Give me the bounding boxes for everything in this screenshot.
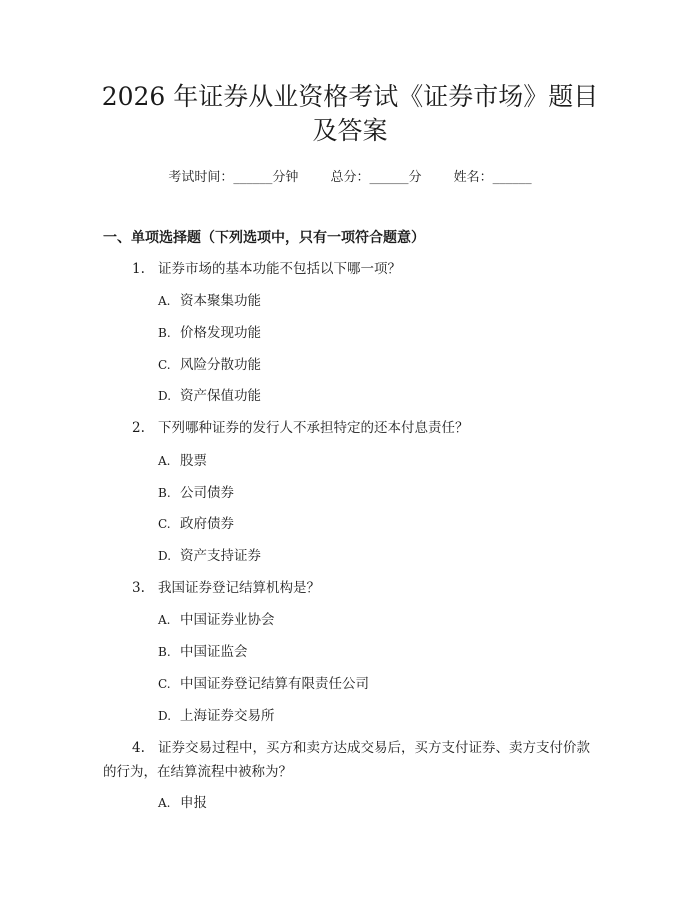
option-1a [158, 291, 261, 311]
option-3d [158, 706, 275, 726]
option-3b [158, 642, 248, 662]
option-text: 中国证券业协会 [180, 612, 275, 628]
option-2c [158, 514, 234, 534]
question-number: 2. [132, 420, 145, 436]
name-field [454, 170, 532, 185]
option-text: 价格发现功能 [180, 325, 261, 341]
exam-time-label: 考试时间： [168, 170, 234, 185]
question-text: 下列哪种证券的发行人不承担特定的还本付息责任？ [158, 420, 469, 436]
option-2d [158, 546, 261, 566]
option-2b [158, 483, 234, 503]
option-text: 中国证券登记结算有限责任公司 [180, 676, 369, 692]
question-text: 证券市场的基本功能不包括以下哪一项？ [158, 261, 401, 277]
exam-time-field [168, 170, 298, 185]
option-text: 中国证监会 [180, 644, 248, 660]
option-2a [158, 451, 207, 471]
question-number: 1. [132, 261, 145, 277]
option-letter: A. [158, 613, 171, 627]
option-text: 资产保值功能 [180, 388, 261, 404]
option-text: 申报 [180, 795, 207, 811]
question-1 [132, 259, 401, 279]
option-4a [158, 793, 207, 813]
option-1d [158, 386, 261, 406]
option-text: 股票 [180, 453, 207, 469]
option-text: 资本聚集功能 [180, 293, 261, 309]
document-title [60, 80, 640, 148]
total-score-unit: 分 [408, 170, 422, 185]
option-letter: A. [158, 454, 171, 468]
option-letter: D. [158, 709, 172, 723]
exam-time-unit: 分钟 [272, 170, 299, 185]
title-line-2: 及答案 [312, 116, 388, 145]
option-letter: B. [158, 486, 171, 500]
option-text: 上海证券交易所 [180, 708, 275, 724]
question-text-line-2: 的行为，在结算流程中被称为？ [103, 764, 292, 780]
name-label: 姓名： [453, 170, 493, 185]
question-text-line-1 [103, 738, 623, 758]
name-blank: ______ [492, 170, 532, 185]
option-1b [158, 323, 261, 343]
option-text: 政府债券 [180, 516, 234, 532]
option-letter: B. [158, 645, 171, 659]
option-letter: C. [158, 517, 171, 531]
total-score-field [330, 170, 421, 185]
question-text: 证券交易过程中，买方和卖方达成交易后，买方支付证券、卖方支付价款 [158, 740, 590, 756]
question-number: 3. [132, 580, 145, 596]
option-text: 资产支持证券 [180, 548, 261, 564]
question-4 [103, 738, 623, 782]
exam-time-blank: ______ [233, 170, 273, 185]
option-letter: C. [158, 358, 171, 372]
question-3 [132, 578, 320, 598]
exam-info-line [0, 168, 700, 188]
option-text: 风险分散功能 [180, 357, 261, 373]
question-text: 我国证券登记结算机构是？ [158, 580, 320, 596]
total-score-label: 总分： [330, 170, 370, 185]
option-letter: A. [158, 294, 171, 308]
option-3a [158, 610, 275, 630]
title-line-1: 2026 年证券从业资格考试《证券市场》题目 [101, 82, 599, 111]
option-letter: C. [158, 677, 171, 691]
option-3c [158, 674, 369, 694]
option-text: 公司债券 [180, 485, 234, 501]
option-letter: B. [158, 326, 171, 340]
option-1c [158, 355, 261, 375]
section-heading: 一、单项选择题（下列选项中，只有一项符合题意） [103, 230, 425, 246]
option-letter: D. [158, 389, 172, 403]
question-number: 4. [132, 740, 145, 756]
total-score-blank: ______ [369, 170, 409, 185]
option-letter: A. [158, 796, 171, 810]
option-letter: D. [158, 549, 172, 563]
question-2 [132, 418, 469, 438]
